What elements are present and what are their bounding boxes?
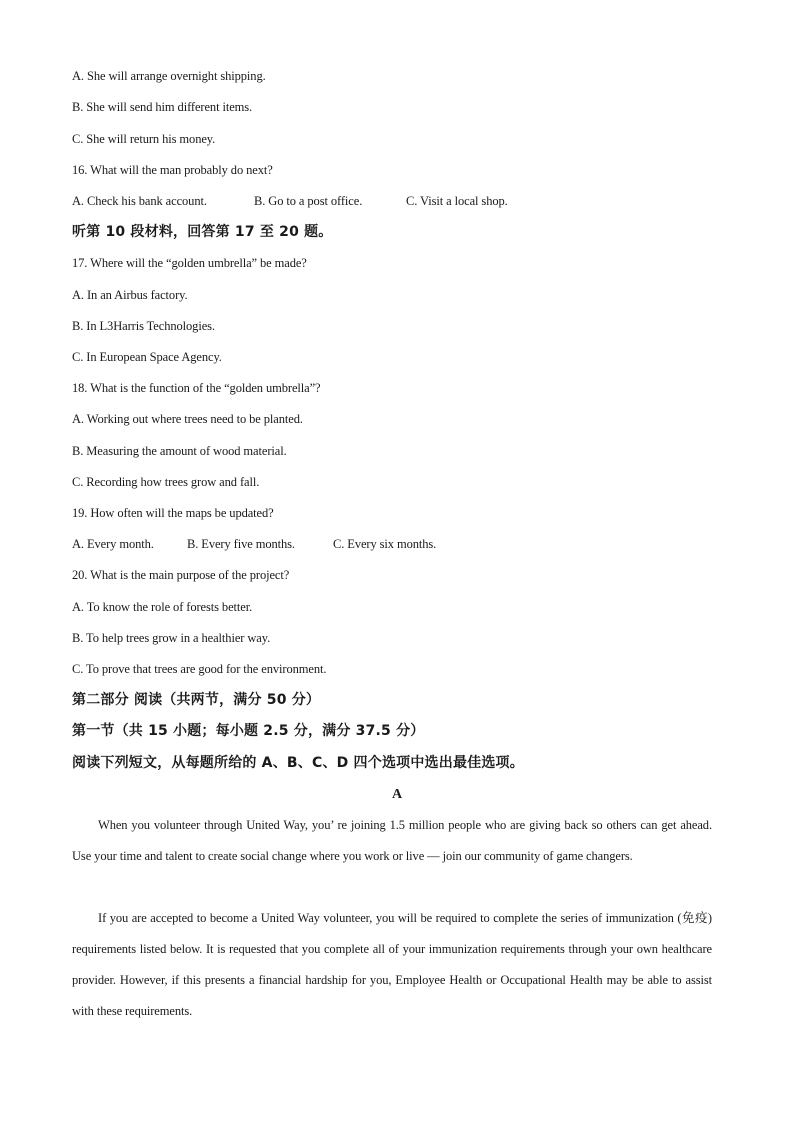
q16-question: 16. What will the man probably do next?: [72, 163, 273, 177]
section10-heading: 听第 10 段材料，回答第 17 至 20 题。: [72, 224, 333, 240]
q15-option-a: A. She will arrange overnight shipping.: [72, 69, 266, 83]
q17-option-c: C. In European Space Agency.: [72, 350, 222, 364]
q18-question: 18. What is the function of the “golden umbrella”?: [72, 381, 321, 395]
reading-instructions: 阅读下列短文，从每题所给的 A、B、C、D 四个选项中选出最佳选项。: [72, 755, 524, 771]
passage-paragraph-1: When you volunteer through United Way, you’ re joining 1.5 million people who are giving back so others can get ahead. Use your time and talent to create social change where you work or live — join our community of game changers.: [72, 818, 712, 863]
q19-option-c: C. Every six months.: [333, 537, 437, 551]
q19-option-b: B. Every five months.: [187, 537, 295, 551]
q19-options: [72, 536, 436, 552]
passage-title: A: [391, 787, 403, 802]
q20-option-b: B. To help trees grow in a healthier way.: [72, 631, 271, 645]
q16-options: [72, 193, 508, 209]
q15-option-b: B. She will send him different items.: [72, 100, 253, 114]
q18-option-a: A. Working out where trees need to be planted.: [72, 412, 303, 426]
passage-paragraph-2: If you are accepted to become a United Way volunteer, you will be required to complete the series of immunization (免疫) requirements listed below. It is requested that you complete all of your immunization requirements through your own healthcare provider. However, if this presents a financial hardship for you, Employee Health or Occupational Health may be able to assist with these requirements.: [72, 911, 712, 1018]
section1-heading: 第一节（共 15 小题；每小题 2.5 分，满分 37.5 分）: [72, 723, 425, 739]
q18-option-b: B. Measuring the amount of wood material.: [72, 444, 287, 458]
q20-question: 20. What is the main purpose of the project?: [72, 568, 290, 582]
q17-question: 17. Where will the “golden umbrella” be made?: [72, 256, 307, 270]
q15-option-c: C. She will return his money.: [72, 132, 216, 146]
part2-heading: 第二部分 阅读（共两节，满分 50 分）: [72, 692, 321, 708]
q18-option-c: C. Recording how trees grow and fall.: [72, 475, 260, 489]
q19-question: 19. How often will the maps be updated?: [72, 506, 274, 520]
q16-option-c: C. Visit a local shop.: [406, 194, 508, 208]
q16-option-b: B. Go to a post office.: [254, 194, 363, 208]
q20-option-a: A. To know the role of forests better.: [72, 600, 253, 614]
q17-option-a: A. In an Airbus factory.: [72, 288, 188, 302]
q20-option-c: C. To prove that trees are good for the environment.: [72, 662, 327, 676]
q19-option-a: A. Every month.: [72, 537, 154, 551]
q17-option-b: B. In L3Harris Technologies.: [72, 319, 215, 333]
q16-option-a: A. Check his bank account.: [72, 194, 207, 208]
